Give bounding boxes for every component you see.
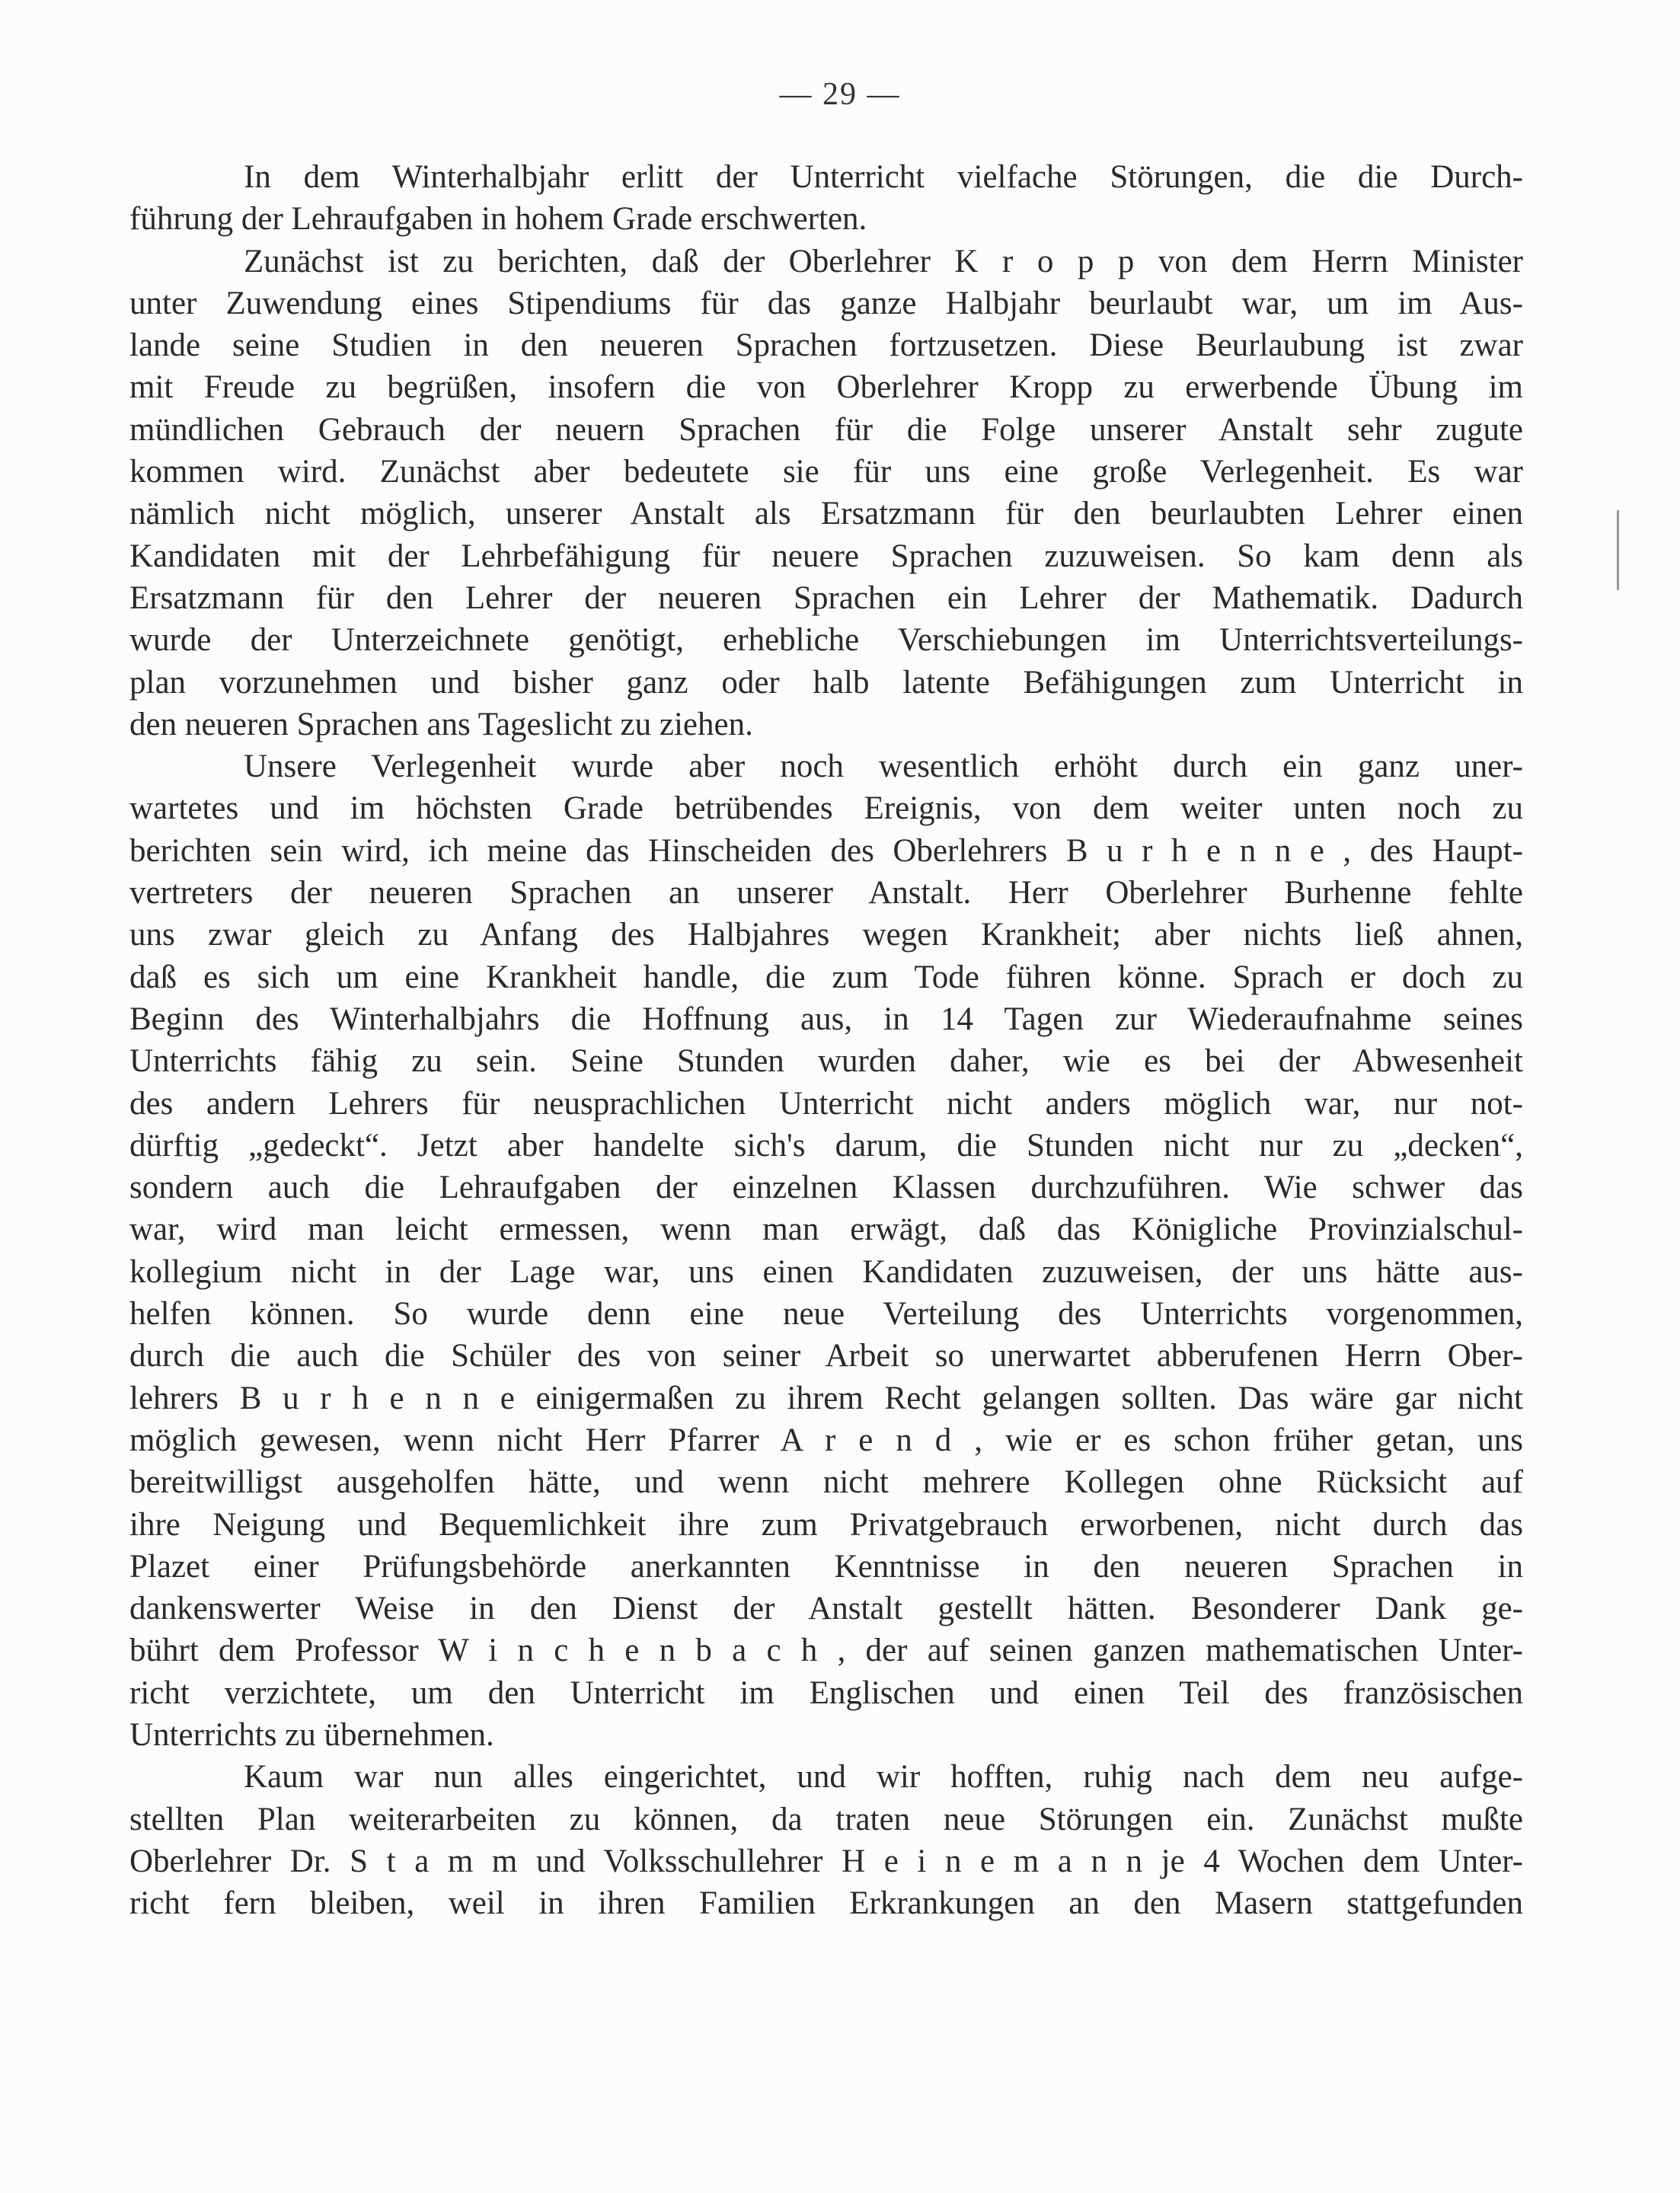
text-line: Ersatzmann für den Lehrer der neueren Sprachen ein Lehrer der Mathematik. Dadurch xyxy=(129,579,1523,616)
text-line: Plazet einer Prüfungsbehörde anerkannten Kenntnisse in den neueren Sprachen in xyxy=(129,1548,1523,1585)
text-line: möglich gewesen, wenn nicht Herr Pfarrer A r e n d , wie er es schon früher getan, uns xyxy=(129,1422,1523,1458)
text-line: mit Freude zu begrüßen, insofern die von Oberlehrer Kropp zu erwerbende Übung im xyxy=(129,369,1523,406)
text-line: stellten Plan weiterarbeiten zu können, da traten neue Störungen ein. Zunächst mußte xyxy=(129,1801,1523,1837)
text-line: war, wird man leicht ermessen, wenn man erwägt, daß das Königliche Provinzialschul- xyxy=(129,1211,1523,1248)
text-line: bührt dem Professor W i n c h e n b a c h , der auf seinen ganzen mathematischen Unter- xyxy=(129,1633,1523,1669)
text-line: richt verzichtete, um den Unterricht im Englischen und einen Teil des französischen xyxy=(129,1674,1523,1711)
text-line: ihre Neigung und Bequemlichkeit ihre zum Privatgebrauch erworbenen, nicht durch das xyxy=(129,1506,1523,1543)
text-line: helfen können. So wurde denn eine neue Verteilung des Unterrichts vorgenommen, xyxy=(129,1296,1523,1333)
text-line: In dem Winterhalbjahr erlitt der Unterricht vielfache Störungen, die die Durch- xyxy=(244,159,1523,195)
text-line: wurde der Unterzeichnete genötigt, erhebliche Verschiebungen im Unterrichtsverteilungs- xyxy=(129,622,1523,659)
text-line: vertreters der neueren Sprachen an unserer Anstalt. Herr Oberlehrer Burhenne fehlte xyxy=(129,875,1523,911)
text-line: Unterrichts fähig zu sein. Seine Stunden wurden daher, wie es bei der Abwesenheit xyxy=(129,1043,1523,1080)
text-line: kommen wird. Zunächst aber bedeutete sie für uns eine große Verlegenheit. Es war xyxy=(129,454,1523,490)
body-text xyxy=(129,156,1523,1924)
text-line: dankenswerter Weise in den Dienst der Anstalt gestellt hätten. Besonderer Dank ge- xyxy=(129,1591,1523,1627)
text-line: berichten sein wird, ich meine das Hinscheiden des Oberlehrers B u r h e n n e , des Haupt- xyxy=(129,832,1523,869)
page-number: — 29 — xyxy=(779,77,901,112)
text-line: bereitwilligst ausgeholfen hätte, und wenn nicht mehrere Kollegen ohne Rücksicht auf xyxy=(129,1464,1523,1501)
margin-mark xyxy=(1617,510,1619,590)
text-line: durch die auch die Schüler des von seiner Arbeit so unerwartet abberufenen Herrn Ober- xyxy=(129,1338,1523,1374)
text-line: Kaum war nun alles eingerichtet, und wir hofften, ruhig nach dem neu aufge- xyxy=(244,1759,1523,1796)
text-line: plan vorzunehmen und bisher ganz oder halb latente Befähigungen zum Unterricht in xyxy=(129,664,1523,701)
text-line: Oberlehrer Dr. S t a m m und Volksschullehrer H e i n e m a n n je 4 Wochen dem Unter- xyxy=(129,1843,1523,1879)
text-line: des andern Lehrers für neusprachlichen Unterricht nicht anders möglich war, nur not- xyxy=(129,1085,1523,1122)
text-line: lande seine Studien in den neueren Sprachen fortzusetzen. Diese Beurlaubung ist zwar xyxy=(129,327,1523,364)
text-line: Zunächst ist zu berichten, daß der Oberlehrer K r o p p von dem Herrn Minister xyxy=(244,243,1523,279)
text-line: Unsere Verlegenheit wurde aber noch wesentlich erhöht durch ein ganz uner- xyxy=(244,749,1523,785)
text-line: lehrers B u r h e n n e einigermaßen zu ihrem Recht gelangen sollten. Das wäre gar nicht xyxy=(129,1380,1523,1416)
text-line: richt fern bleiben, weil in ihren Familien Erkrankungen an den Masern stattgefunden xyxy=(129,1885,1523,1922)
text-line: daß es sich um eine Krankheit handle, die zum Tode führen könne. Sprach er doch zu xyxy=(129,959,1523,995)
text-line: mündlichen Gebrauch der neuern Sprachen für die Folge unserer Anstalt sehr zugute xyxy=(129,411,1523,448)
text-line: dürftig „gedeckt“. Jetzt aber handelte sich's darum, die Stunden nicht nur zu „decken“, xyxy=(129,1127,1523,1164)
text-line: kollegium nicht in der Lage war, uns einen Kandidaten zuzuweisen, der uns hätte aus- xyxy=(129,1253,1523,1290)
text-line: unter Zuwendung eines Stipendiums für das ganze Halbjahr beurlaubt war, um im Aus- xyxy=(129,285,1523,321)
text-line: uns zwar gleich zu Anfang des Halbjahres wegen Krankheit; aber nichts ließ ahnen, xyxy=(129,917,1523,953)
text-line: wartetes und im höchsten Grade betrübendes Ereignis, von dem weiter unten noch zu xyxy=(129,790,1523,827)
text-line: Beginn des Winterhalbjahrs die Hoffnung aus, in 14 Tagen zur Wiederaufnahme seines xyxy=(129,1001,1523,1037)
text-line: nämlich nicht möglich, unserer Anstalt als Ersatzmann für den beurlaubten Lehrer einen xyxy=(129,496,1523,532)
text-line: führung der Lehraufgaben in hohem Grade erschwerten. xyxy=(129,201,867,238)
text-line: den neueren Sprachen ans Tageslicht zu ziehen. xyxy=(129,706,753,742)
text-line: sondern auch die Lehraufgaben der einzelnen Klassen durchzuführen. Wie schwer das xyxy=(129,1170,1523,1206)
text-line: Kandidaten mit der Lehrbefähigung für neuere Sprachen zuzuweisen. So kam denn als xyxy=(129,538,1523,574)
text-line: Unterrichts zu übernehmen. xyxy=(129,1716,494,1753)
